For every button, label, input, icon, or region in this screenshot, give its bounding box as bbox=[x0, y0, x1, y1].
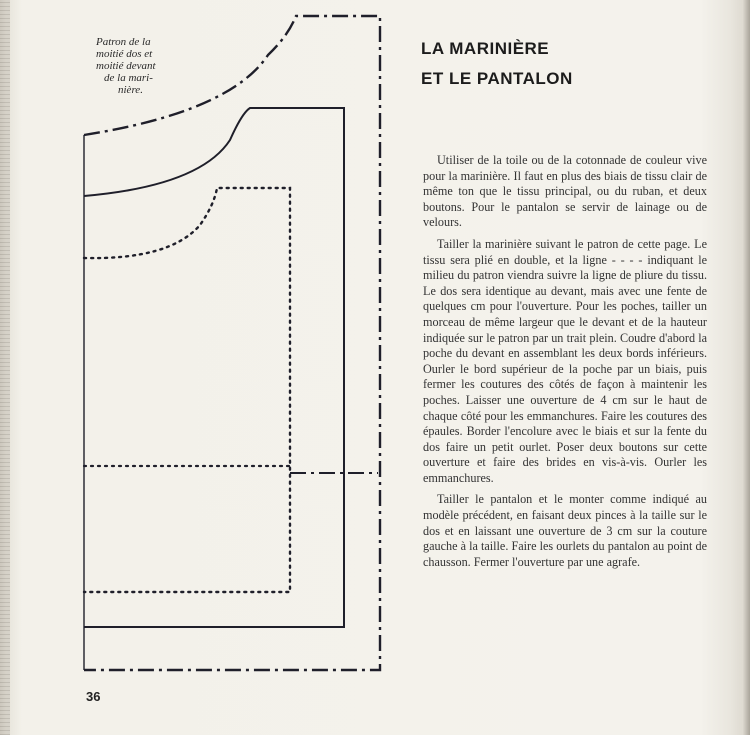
page-number: 36 bbox=[86, 689, 101, 704]
paragraph-materials: Utiliser de la toile ou de la cotonnade de couleur vive pour la marinière. Il faut en plus des biais de tissu clair de même ton que le tissu principal, ou du ruban, et deux boutons. Pour le pantalon se servir de lainage ou de velours. bbox=[423, 153, 707, 230]
paragraph-pantalon-instructions: Tailler le pantalon et le monter comme indiqué au modèle précédent, en faisant deux pinces à la taille sur le dos et en laissant une ouverture de 3 cm sur la couture gauche à la taille. Faire les ourlets du pantalon au point de chausson. Fermer l'ouverture par une agrafe. bbox=[423, 492, 707, 569]
pattern-outer-outline bbox=[84, 16, 380, 670]
page-title bbox=[421, 34, 573, 94]
title-line-2: ET LE PANTALON bbox=[421, 69, 573, 88]
caption-line: Patron de la bbox=[96, 36, 151, 48]
paragraph-marinière-instructions: Tailler la marinière suivant le patron de cette page. Le tissu sera plié en double, et la ligne - - - - indiquant le milieu du patron viendra suivre la ligne de pliure du tissu. Le dos sera identique au devant, mais avec une fente de quelques cm pour l'ouverture. Pour les poches, tailler un morceau de même largeur que le devant et de la hauteur indiquée sur le patron par un trait plein. Coudre d'abord la poche du devant en assemblant les deux bords inférieurs. Ourler le bord supérieur de la poche par un biais, puis fermer les coutures des côtés de façon à maintenir les poches. Laisser une ouverture de 4 cm sur le haut de chaque côté pour les emmanchures. Faire les coutures des épaules. Border l'encolure avec le biais et sur la fente du dos faire un petit ourlet. Poser deux boutons sur cette ouverture et faire des brides en vis-à-vis. Ourler les emmanchures. bbox=[423, 236, 707, 485]
pattern-front-solid-line bbox=[84, 108, 344, 627]
title-line-1: LA MARINIÈRE bbox=[421, 39, 550, 58]
pattern-dotted-line bbox=[84, 188, 290, 592]
instructions-text bbox=[423, 153, 707, 576]
pattern-caption bbox=[96, 36, 188, 96]
caption-line: moitié devant bbox=[96, 60, 156, 72]
caption-line: nière. bbox=[118, 84, 143, 96]
caption-line: moitié dos et bbox=[96, 48, 153, 60]
caption-line: de la mari- bbox=[104, 72, 153, 84]
